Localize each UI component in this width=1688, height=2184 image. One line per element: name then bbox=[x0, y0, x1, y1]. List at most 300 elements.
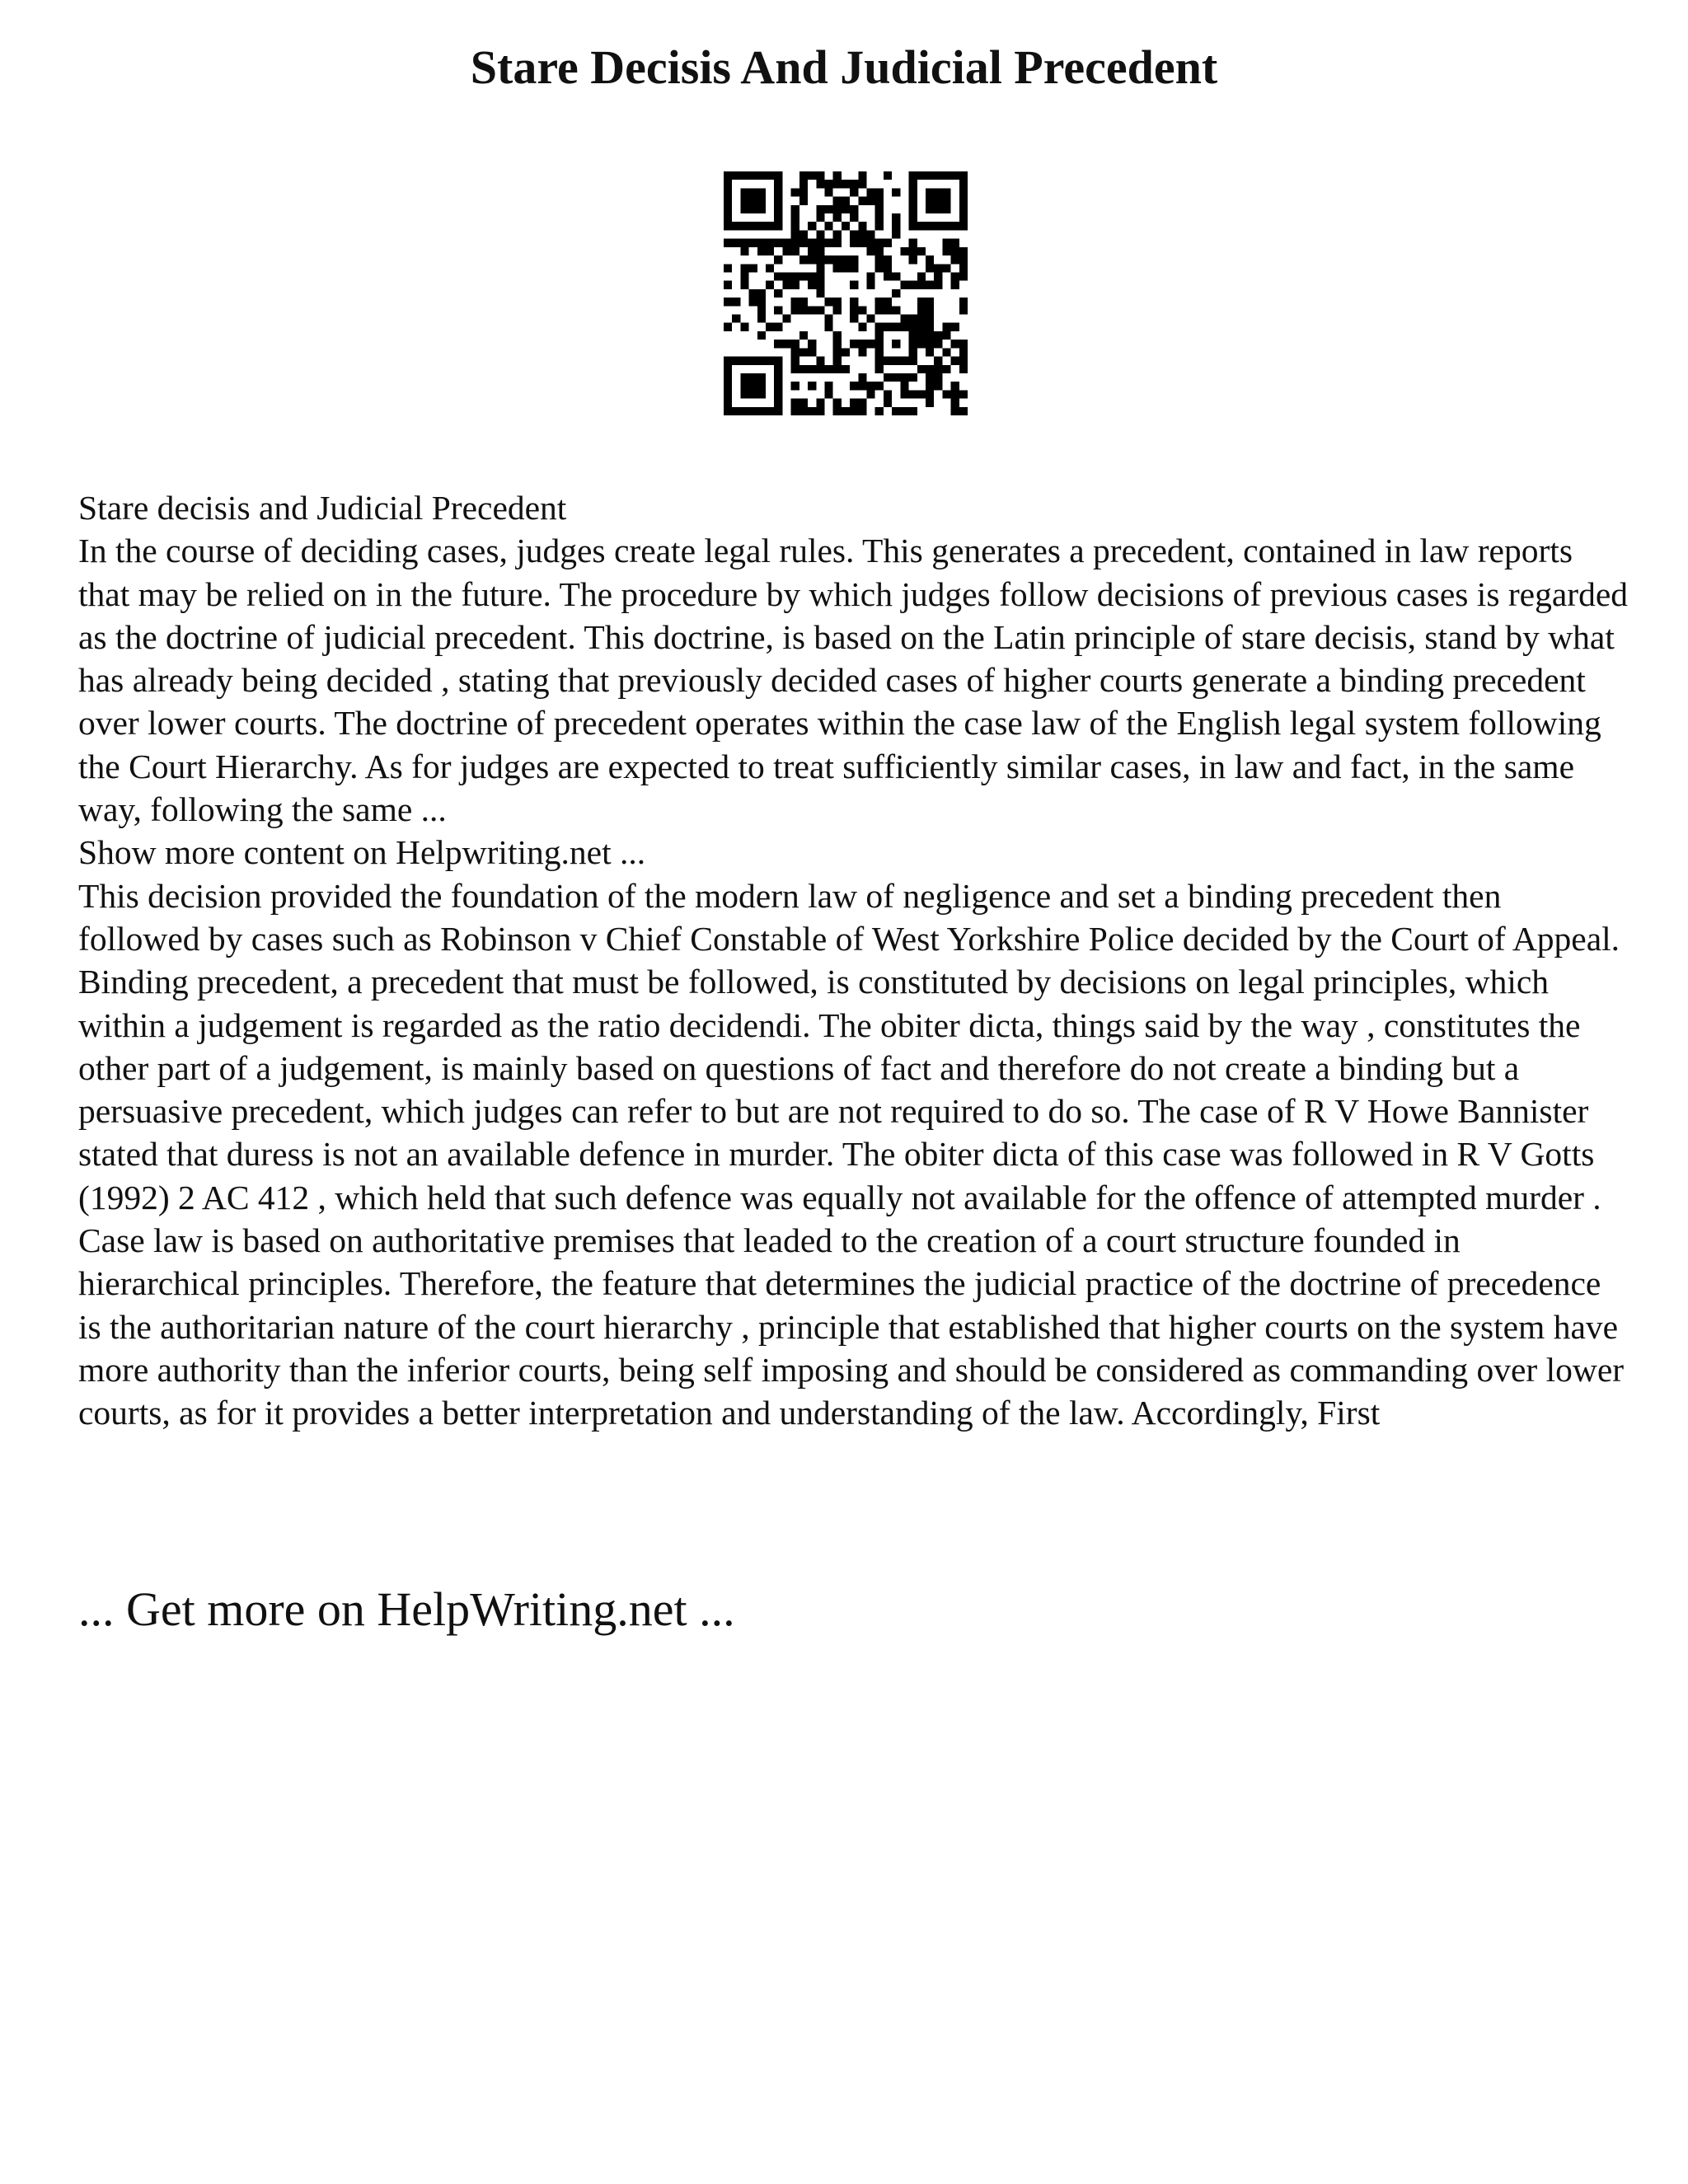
qr-module bbox=[774, 390, 782, 398]
qr-module bbox=[875, 247, 884, 255]
qr-module bbox=[791, 247, 799, 255]
qr-module bbox=[850, 213, 858, 222]
qr-module bbox=[850, 180, 858, 188]
qr-module bbox=[808, 272, 816, 280]
qr-module bbox=[782, 247, 790, 255]
qr-module bbox=[909, 247, 917, 255]
qr-module bbox=[724, 264, 732, 272]
qr-module bbox=[824, 255, 832, 264]
qr-module bbox=[959, 255, 968, 264]
qr-module bbox=[909, 315, 917, 323]
qr-module bbox=[799, 272, 808, 280]
qr-module bbox=[892, 306, 900, 314]
qr-module bbox=[942, 188, 950, 196]
qr-module bbox=[816, 289, 824, 298]
qr-module bbox=[791, 239, 799, 247]
qr-module bbox=[942, 205, 950, 213]
qr-module bbox=[934, 281, 942, 289]
qr-module bbox=[926, 315, 934, 323]
qr-module bbox=[740, 264, 748, 272]
qr-module bbox=[951, 390, 959, 398]
qr-module bbox=[808, 365, 816, 373]
qr-module bbox=[799, 399, 808, 407]
qr-module bbox=[926, 205, 934, 213]
qr-module bbox=[791, 230, 799, 238]
qr-module bbox=[774, 239, 782, 247]
qr-module bbox=[774, 399, 782, 407]
qr-module bbox=[875, 365, 884, 373]
qr-module bbox=[934, 205, 942, 213]
qr-module bbox=[942, 323, 950, 331]
qr-module bbox=[951, 399, 959, 407]
qr-module bbox=[900, 373, 908, 382]
qr-module bbox=[892, 373, 900, 382]
qr-module bbox=[816, 205, 824, 213]
qr-module bbox=[926, 373, 934, 382]
qr-module bbox=[951, 255, 959, 264]
qr-module bbox=[917, 306, 926, 314]
qr-module bbox=[926, 222, 934, 230]
qr-module bbox=[917, 340, 926, 348]
qr-module bbox=[791, 213, 799, 222]
qr-module bbox=[808, 171, 816, 180]
qr-module bbox=[774, 205, 782, 213]
qr-module bbox=[875, 306, 884, 314]
qr-module bbox=[766, 171, 774, 180]
qr-module bbox=[824, 390, 832, 398]
qr-module bbox=[900, 247, 908, 255]
qr-module bbox=[749, 298, 757, 306]
qr-module bbox=[774, 382, 782, 390]
qr-module bbox=[774, 197, 782, 205]
qr-module bbox=[926, 365, 934, 373]
qr-module bbox=[732, 298, 740, 306]
qr-module bbox=[799, 239, 808, 247]
qr-module bbox=[858, 399, 866, 407]
qr-module bbox=[757, 315, 766, 323]
qr-module bbox=[833, 197, 842, 205]
qr-module bbox=[791, 205, 799, 213]
qr-module bbox=[799, 407, 808, 415]
qr-module bbox=[816, 239, 824, 247]
qr-module bbox=[942, 171, 950, 180]
qr-module bbox=[774, 272, 782, 280]
qr-module bbox=[740, 373, 748, 382]
qr-module bbox=[808, 255, 816, 264]
qr-module bbox=[816, 213, 824, 222]
qr-module bbox=[842, 348, 850, 356]
qr-module bbox=[724, 281, 732, 289]
qr-module bbox=[833, 298, 842, 306]
qr-module bbox=[884, 239, 892, 247]
qr-module bbox=[799, 331, 808, 340]
qr-module bbox=[934, 197, 942, 205]
qr-module bbox=[757, 298, 766, 306]
qr-module bbox=[926, 197, 934, 205]
qr-module bbox=[951, 340, 959, 348]
qr-module bbox=[875, 348, 884, 356]
qr-module bbox=[833, 205, 842, 213]
qr-module bbox=[867, 272, 875, 280]
qr-module bbox=[749, 289, 757, 298]
qr-module bbox=[824, 298, 832, 306]
qr-module bbox=[867, 188, 875, 196]
qr-module bbox=[791, 382, 799, 390]
qr-module bbox=[892, 289, 900, 298]
qr-module bbox=[749, 357, 757, 365]
qr-module bbox=[740, 239, 748, 247]
qr-module bbox=[858, 382, 866, 390]
qr-module bbox=[959, 188, 968, 196]
qr-module bbox=[766, 264, 774, 272]
qr-module bbox=[951, 171, 959, 180]
qr-module bbox=[875, 239, 884, 247]
qr-module bbox=[749, 197, 757, 205]
qr-module bbox=[749, 407, 757, 415]
qr-module bbox=[833, 357, 842, 365]
qr-module bbox=[740, 357, 748, 365]
qr-module bbox=[842, 197, 850, 205]
qr-module bbox=[934, 222, 942, 230]
qr-module bbox=[850, 205, 858, 213]
qr-module bbox=[934, 365, 942, 373]
qr-module bbox=[808, 407, 816, 415]
qr-module bbox=[774, 373, 782, 382]
qr-module bbox=[816, 281, 824, 289]
qr-module bbox=[884, 357, 892, 365]
qr-module bbox=[791, 399, 799, 407]
qr-module bbox=[875, 407, 884, 415]
qr-module bbox=[951, 323, 959, 331]
qr-module bbox=[959, 390, 968, 398]
qr-module bbox=[867, 247, 875, 255]
qr-module bbox=[774, 323, 782, 331]
qr-module bbox=[858, 407, 866, 415]
qr-module bbox=[900, 390, 908, 398]
qr-module bbox=[757, 247, 766, 255]
qr-module bbox=[850, 255, 858, 264]
qr-module bbox=[816, 399, 824, 407]
qr-module bbox=[724, 298, 732, 306]
qr-module bbox=[757, 171, 766, 180]
qr-module bbox=[766, 407, 774, 415]
qr-module bbox=[900, 407, 908, 415]
qr-module bbox=[724, 197, 732, 205]
qr-module bbox=[959, 197, 968, 205]
qr-module bbox=[892, 340, 900, 348]
qr-module bbox=[833, 331, 842, 340]
qr-module bbox=[850, 264, 858, 272]
qr-module bbox=[850, 298, 858, 306]
qr-module bbox=[766, 357, 774, 365]
qr-module bbox=[749, 390, 757, 398]
get-more-link[interactable]: ... Get more on HelpWriting.net ... bbox=[78, 1582, 735, 1636]
qr-module bbox=[808, 222, 816, 230]
qr-module bbox=[842, 222, 850, 230]
qr-module bbox=[909, 348, 917, 356]
qr-module bbox=[942, 239, 950, 247]
qr-module bbox=[766, 323, 774, 331]
qr-module bbox=[892, 272, 900, 280]
qr-module bbox=[959, 340, 968, 348]
qr-module bbox=[917, 331, 926, 340]
qr-module bbox=[791, 357, 799, 365]
qr-module bbox=[774, 180, 782, 188]
qr-module bbox=[791, 188, 799, 196]
qr-module bbox=[867, 340, 875, 348]
qr-module bbox=[909, 373, 917, 382]
qr-module bbox=[774, 407, 782, 415]
qr-module bbox=[867, 239, 875, 247]
qr-module bbox=[900, 382, 908, 390]
qr-module bbox=[740, 171, 748, 180]
qr-module bbox=[867, 315, 875, 323]
qr-module bbox=[917, 298, 926, 306]
qr-module bbox=[900, 357, 908, 365]
qr-module bbox=[909, 222, 917, 230]
qr-module bbox=[824, 315, 832, 323]
qr-module bbox=[875, 323, 884, 331]
qr-module bbox=[858, 340, 866, 348]
qr-module bbox=[842, 264, 850, 272]
body-paragraph: This decision provided the foundation of the modern law of negligence and set a binding precedent then followed by cases such as Robinson v Chief Constable of West Yorkshire Police decided by the Court of Appeal. Binding precedent, a precedent that must be followed, is constituted by decisions on legal principles, which within a judgement is regarded as the ratio decidendi. The obiter dicta, things said by the way , constitutes the other part of a judgement, is mainly based on questions of fact and therefore do not create a binding but a persuasive precedent, which judges can refer to but are not required to do so. The case of R V Howe Bannister stated that duress is not an available defence in murder. The obiter dicta of this case was followed in R V Gotts (1992) 2 AC 412 , which held that such defence was equally not available for the offence of attempted murder . bbox=[78, 876, 1620, 1216]
qr-module bbox=[816, 306, 824, 314]
qr-module bbox=[892, 222, 900, 230]
qr-module bbox=[842, 205, 850, 213]
qr-module bbox=[732, 407, 740, 415]
qr-module bbox=[833, 399, 842, 407]
page-title: Stare Decisis And Judicial Precedent bbox=[470, 40, 1218, 94]
qr-module bbox=[850, 340, 858, 348]
qr-module bbox=[917, 247, 926, 255]
qr-module bbox=[867, 197, 875, 205]
qr-module bbox=[875, 264, 884, 272]
qr-module bbox=[917, 171, 926, 180]
qr-module bbox=[867, 230, 875, 238]
qr-module bbox=[791, 306, 799, 314]
qr-module bbox=[791, 281, 799, 289]
qr-module bbox=[934, 357, 942, 365]
qr-module bbox=[942, 365, 950, 373]
qr-module bbox=[799, 298, 808, 306]
qr-module bbox=[926, 298, 934, 306]
qr-module bbox=[917, 272, 926, 280]
qr-module bbox=[766, 281, 774, 289]
qr-module bbox=[951, 407, 959, 415]
qr-module bbox=[724, 239, 732, 247]
qr-module bbox=[900, 323, 908, 331]
qr-module bbox=[959, 298, 968, 306]
qr-module bbox=[799, 180, 808, 188]
qr-module bbox=[816, 247, 824, 255]
qr-module bbox=[909, 171, 917, 180]
qr-module bbox=[833, 348, 842, 356]
qr-module bbox=[934, 188, 942, 196]
qr-module bbox=[824, 222, 832, 230]
qr-module bbox=[774, 340, 782, 348]
qr-module bbox=[884, 399, 892, 407]
qr-module bbox=[757, 239, 766, 247]
qr-module bbox=[917, 281, 926, 289]
qr-module bbox=[909, 323, 917, 331]
qr-module bbox=[884, 306, 892, 314]
qr-module bbox=[749, 239, 757, 247]
qr-module bbox=[926, 264, 934, 272]
qr-module bbox=[858, 222, 866, 230]
qr-module bbox=[749, 171, 757, 180]
qr-module bbox=[724, 373, 732, 382]
qr-module bbox=[892, 407, 900, 415]
qr-module bbox=[934, 373, 942, 382]
qr-module bbox=[757, 331, 766, 340]
qr-module bbox=[791, 298, 799, 306]
qr-module bbox=[740, 188, 748, 196]
qr-module bbox=[816, 264, 824, 272]
qr-module bbox=[959, 171, 968, 180]
qr-module bbox=[749, 264, 757, 272]
qr-module bbox=[824, 188, 832, 196]
qr-module bbox=[799, 230, 808, 238]
qr-module bbox=[850, 407, 858, 415]
qr-module bbox=[791, 272, 799, 280]
qr-module bbox=[909, 390, 917, 398]
qr-module bbox=[909, 407, 917, 415]
qr-module bbox=[926, 348, 934, 356]
qr-module bbox=[875, 197, 884, 205]
qr-module bbox=[850, 315, 858, 323]
qr-module bbox=[884, 298, 892, 306]
qr-module bbox=[816, 365, 824, 373]
qr-module bbox=[816, 180, 824, 188]
qr-module bbox=[858, 230, 866, 238]
qr-module bbox=[757, 306, 766, 314]
qr-module bbox=[942, 390, 950, 398]
qr-module bbox=[833, 306, 842, 314]
qr-module bbox=[757, 222, 766, 230]
qr-module bbox=[816, 407, 824, 415]
qr-module bbox=[774, 306, 782, 314]
qr-module bbox=[774, 213, 782, 222]
qr-module bbox=[867, 390, 875, 398]
qr-module bbox=[740, 222, 748, 230]
qr-module bbox=[833, 365, 842, 373]
qr-module bbox=[959, 407, 968, 415]
qr-module bbox=[884, 264, 892, 272]
qr-module bbox=[909, 205, 917, 213]
qr-module bbox=[917, 323, 926, 331]
qr-module bbox=[824, 180, 832, 188]
qr-module bbox=[926, 323, 934, 331]
qr-module bbox=[858, 239, 866, 247]
qr-module bbox=[850, 188, 858, 196]
body-heading: Stare decisis and Judicial Precedent bbox=[78, 489, 567, 527]
qr-module bbox=[757, 407, 766, 415]
qr-module bbox=[732, 222, 740, 230]
qr-module bbox=[757, 373, 766, 382]
qr-module bbox=[833, 340, 842, 348]
qr-module bbox=[926, 281, 934, 289]
qr-module bbox=[724, 390, 732, 398]
qr-module bbox=[867, 281, 875, 289]
qr-module bbox=[892, 188, 900, 196]
qr-module bbox=[724, 407, 732, 415]
qr-module bbox=[799, 197, 808, 205]
qr-module bbox=[816, 171, 824, 180]
qr-module bbox=[951, 357, 959, 365]
qr-module bbox=[892, 230, 900, 238]
qr-module bbox=[942, 348, 950, 356]
qr-module bbox=[833, 171, 842, 180]
qr-module bbox=[858, 348, 866, 356]
qr-module bbox=[833, 264, 842, 272]
qr-module bbox=[842, 365, 850, 373]
qr-module bbox=[867, 382, 875, 390]
qr-module bbox=[774, 171, 782, 180]
qr-module bbox=[959, 272, 968, 280]
qr-module bbox=[833, 213, 842, 222]
qr-module bbox=[850, 306, 858, 314]
qr-module bbox=[942, 247, 950, 255]
qr-module bbox=[934, 171, 942, 180]
show-more-link[interactable]: Show more content on Helpwriting.net ... bbox=[78, 833, 646, 872]
qr-module bbox=[791, 365, 799, 373]
qr-module bbox=[884, 373, 892, 382]
qr-module bbox=[799, 255, 808, 264]
qr-module bbox=[909, 213, 917, 222]
qr-module bbox=[934, 264, 942, 272]
qr-module bbox=[724, 365, 732, 373]
qr-module bbox=[724, 205, 732, 213]
qr-module bbox=[732, 239, 740, 247]
qr-module bbox=[884, 272, 892, 280]
qr-module bbox=[757, 390, 766, 398]
qr-module bbox=[909, 180, 917, 188]
qr-module bbox=[850, 382, 858, 390]
qr-module bbox=[799, 348, 808, 356]
qr-module bbox=[808, 382, 816, 390]
qr-module bbox=[824, 239, 832, 247]
qr-module bbox=[892, 213, 900, 222]
qr-module bbox=[942, 331, 950, 340]
qr-module bbox=[740, 382, 748, 390]
qr-module bbox=[732, 171, 740, 180]
qr-module bbox=[934, 382, 942, 390]
qr-module bbox=[900, 281, 908, 289]
qr-module bbox=[926, 331, 934, 340]
qr-module bbox=[858, 171, 866, 180]
qr-module bbox=[782, 281, 790, 289]
qr-module bbox=[749, 382, 757, 390]
qr-module bbox=[934, 340, 942, 348]
qr-module bbox=[926, 399, 934, 407]
qr-module bbox=[850, 281, 858, 289]
qr-module bbox=[799, 171, 808, 180]
qr-module bbox=[909, 331, 917, 340]
qr-module bbox=[808, 281, 816, 289]
qr-module bbox=[833, 230, 842, 238]
qr-module bbox=[774, 222, 782, 230]
qr-module bbox=[757, 188, 766, 196]
qr-module bbox=[782, 340, 790, 348]
qr-module bbox=[875, 382, 884, 390]
qr-module bbox=[749, 205, 757, 213]
qr-code-icon bbox=[724, 171, 968, 415]
qr-module bbox=[959, 213, 968, 222]
qr-module bbox=[858, 373, 866, 382]
qr-module bbox=[951, 247, 959, 255]
qr-module bbox=[875, 213, 884, 222]
qr-module bbox=[833, 255, 842, 264]
